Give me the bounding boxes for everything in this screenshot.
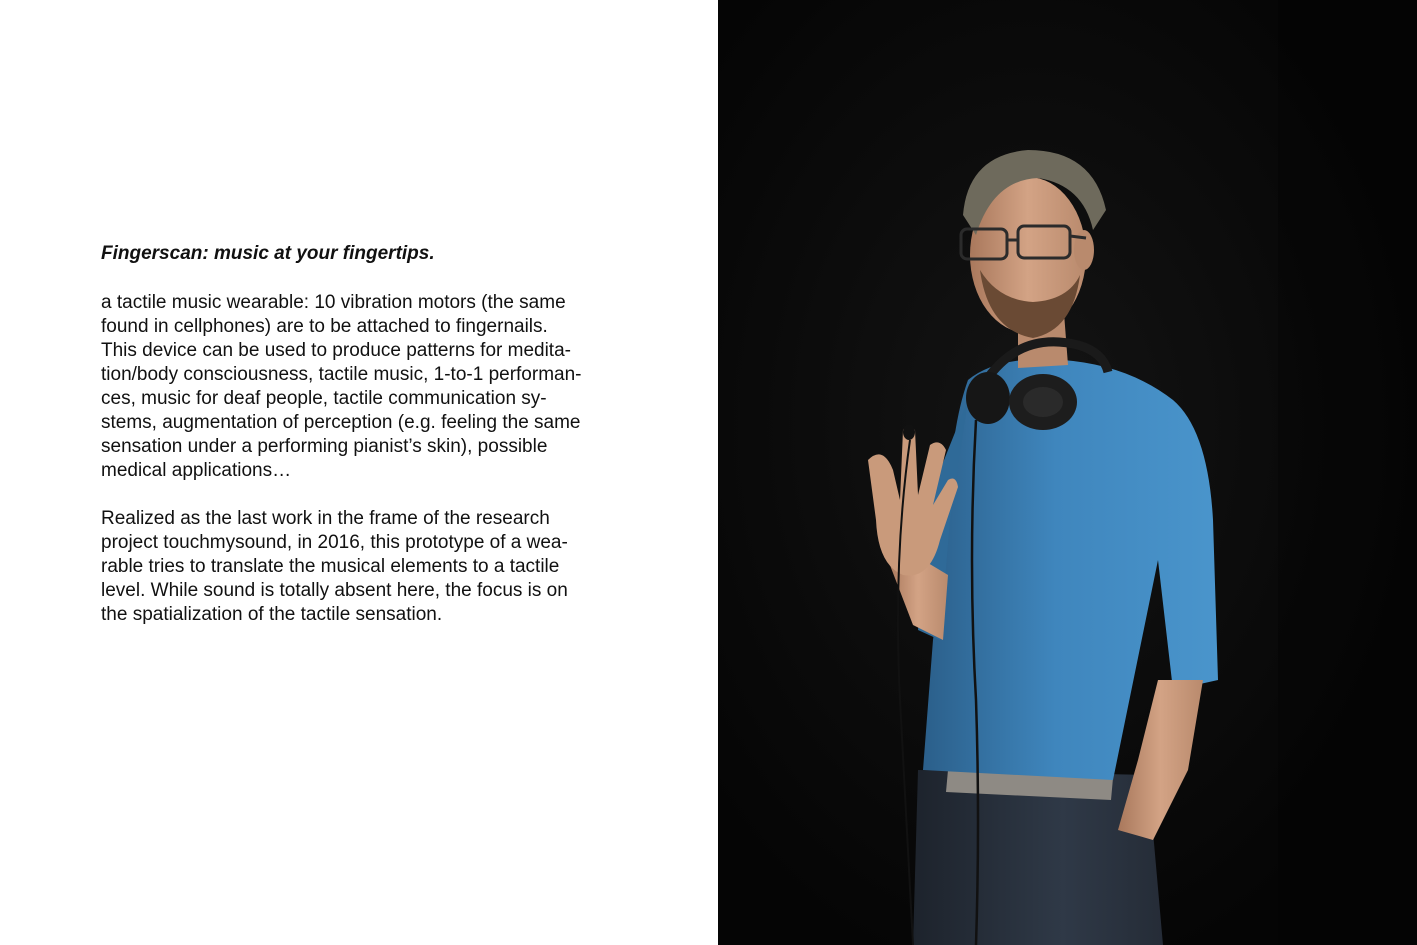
- paragraph-2: [101, 507, 661, 627]
- text-block: [101, 241, 661, 651]
- paragraph-2-line: project touchmysound, in 2016, this prototype of a wea-: [101, 532, 568, 553]
- paragraph-2-line: level. While sound is totally absent here, the focus is on: [101, 580, 568, 601]
- paragraph-1-line: medical applications…: [101, 460, 292, 481]
- paragraph-2-line: rable tries to translate the musical elements to a tactile: [101, 556, 560, 577]
- portrait-photo: [718, 0, 1417, 945]
- paragraph-2-line: the spatialization of the tactile sensation.: [101, 604, 443, 625]
- paragraph-1-line: a tactile music wearable: 10 vibration motors (the same: [101, 292, 566, 313]
- paragraph-1-line: sensation under a performing pianist’s skin), possible: [101, 436, 548, 457]
- paragraph-1-line: tion/body consciousness, tactile music, 1-to-1 performan-: [101, 364, 582, 385]
- fingertip-motor: [903, 424, 915, 440]
- title: Fingerscan: music at your fingertips.: [101, 243, 435, 264]
- paragraph-1-line: stems, augmentation of perception (e.g. feeling the same: [101, 412, 581, 433]
- paragraph-1-line: found in cellphones) are to be attached to fingernails.: [101, 316, 548, 337]
- paragraph-2-line: Realized as the last work in the frame of the research: [101, 508, 550, 529]
- paragraph-1-line: ces, music for deaf people, tactile communication sy-: [101, 388, 547, 409]
- paragraph-1: [101, 291, 661, 483]
- portrait-illustration: [718, 0, 1417, 945]
- paragraph-1-line: This device can be used to produce patterns for medita-: [101, 340, 571, 361]
- headphone-cup-left: [966, 372, 1010, 424]
